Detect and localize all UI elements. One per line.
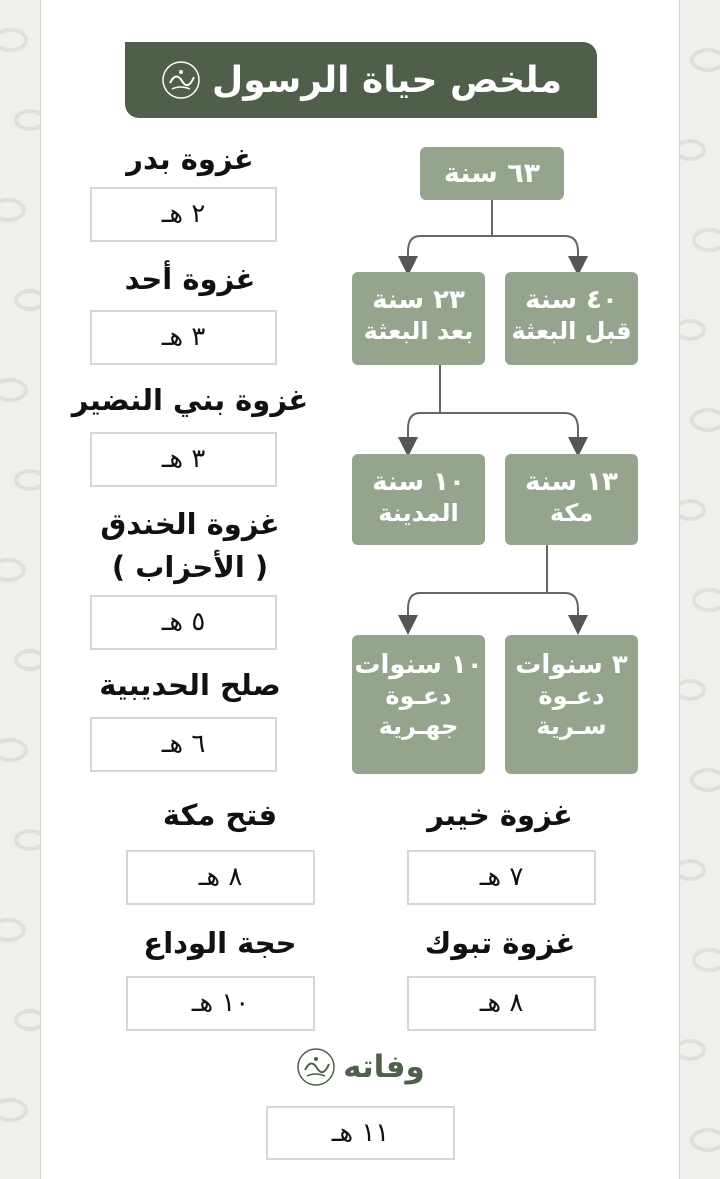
public-years: ١٠ سنوات [354,650,483,680]
event-label: غزوة تبوك [424,926,576,960]
before-mission-box [505,272,638,365]
madinah-years: ١٠ سنة [372,467,465,497]
event-label: حجة الوداع [143,926,297,960]
makkah-label: مكة [549,499,594,527]
secret-years: ٣ سنوات [515,650,628,680]
madinah-label: المدينة [378,499,459,527]
secret-line2: سـرية [536,712,607,740]
public-line2: جهـرية [378,712,459,740]
event-date: ٦ هـ [90,717,277,772]
before-years: ٤٠ سنة [525,285,618,315]
event-date: ٥ هـ [90,595,277,650]
event-date: ٧ هـ [407,850,596,905]
event-label: غزوة بدر [126,142,254,176]
event-date: ١٠ هـ [126,976,315,1031]
event-date: ٨ هـ [407,976,596,1031]
makkah-years: ١٣ سنة [525,467,618,497]
madinah-box [352,454,485,545]
event-label: غزوة بني النضير [71,383,309,417]
event-label: صلح الحديبية [99,668,281,702]
after-mission-box [352,272,485,365]
event-date: ٢ هـ [90,187,277,242]
pbuh-seal-icon [295,1046,337,1088]
after-years: ٢٣ سنة [372,285,465,315]
death-date: ١١ هـ [266,1106,455,1160]
event-label: غزوة أحد [124,262,256,296]
event-label: غزوة الخندق [100,507,280,541]
event-date: ٣ هـ [90,432,277,487]
death-text: وفاته [343,1049,425,1085]
event-label: غزوة خيبر [427,798,573,832]
before-label: قبل البعثة [511,317,632,345]
event-date: ٣ هـ [90,310,277,365]
event-date: ٨ هـ [126,850,315,905]
death-label [280,1046,440,1088]
event-label-sub: ( الأحزاب ) [111,550,269,584]
makkah-box [505,454,638,545]
public-line1: دعـوة [385,682,452,710]
secret-dawah-box [505,635,638,774]
total-years: ٦٣ سنة [443,158,541,189]
public-dawah-box [352,635,485,774]
page-title: ملخص حياة الرسول [212,59,562,101]
after-label: بعد البعثة [363,317,474,345]
total-years-box [420,147,564,200]
secret-line1: دعـوة [538,682,605,710]
event-label: فتح مكة [162,798,278,832]
